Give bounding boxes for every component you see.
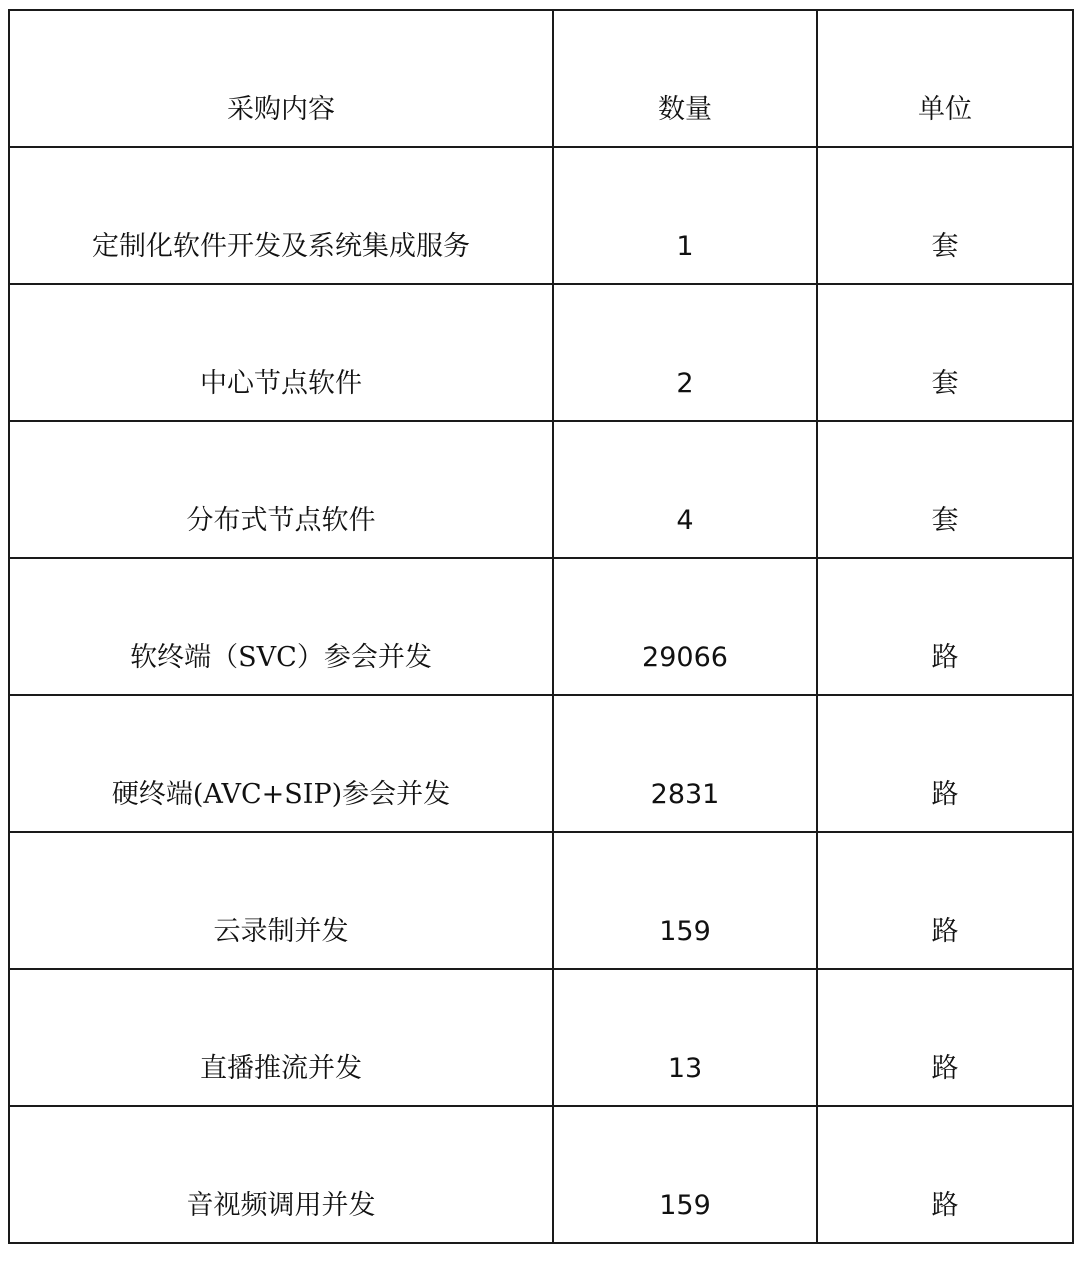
table-row	[9, 421, 1073, 558]
table-row	[9, 832, 1073, 969]
cell-item: 云录制并发	[9, 832, 553, 969]
cell-item: 分布式节点软件	[9, 421, 553, 558]
cell-quantity: 4	[553, 421, 817, 558]
table-row	[9, 558, 1073, 695]
table-row	[9, 695, 1073, 832]
cell-quantity: 13	[553, 969, 817, 1106]
table-header-row	[9, 10, 1073, 147]
cell-item: 直播推流并发	[9, 969, 553, 1106]
cell-unit: 路	[817, 1106, 1073, 1243]
header-item: 采购内容	[9, 10, 553, 147]
cell-quantity: 2	[553, 284, 817, 421]
procurement-table	[8, 9, 1074, 1244]
cell-item: 中心节点软件	[9, 284, 553, 421]
header-quantity: 数量	[553, 10, 817, 147]
table-row	[9, 1106, 1073, 1243]
cell-item: 软终端（SVC）参会并发	[9, 558, 553, 695]
cell-unit: 套	[817, 284, 1073, 421]
cell-item: 硬终端(AVC+SIP)参会并发	[9, 695, 553, 832]
cell-quantity: 29066	[553, 558, 817, 695]
cell-quantity: 1	[553, 147, 817, 284]
header-unit: 单位	[817, 10, 1073, 147]
cell-quantity: 2831	[553, 695, 817, 832]
cell-unit: 路	[817, 558, 1073, 695]
cell-unit: 套	[817, 421, 1073, 558]
table-row	[9, 147, 1073, 284]
table-row	[9, 284, 1073, 421]
procurement-table-container	[8, 9, 1074, 1244]
cell-unit: 路	[817, 695, 1073, 832]
cell-item: 音视频调用并发	[9, 1106, 553, 1243]
table-row	[9, 969, 1073, 1106]
cell-unit: 路	[817, 969, 1073, 1106]
cell-quantity: 159	[553, 832, 817, 969]
cell-unit: 路	[817, 832, 1073, 969]
cell-quantity: 159	[553, 1106, 817, 1243]
cell-item: 定制化软件开发及系统集成服务	[9, 147, 553, 284]
cell-unit: 套	[817, 147, 1073, 284]
